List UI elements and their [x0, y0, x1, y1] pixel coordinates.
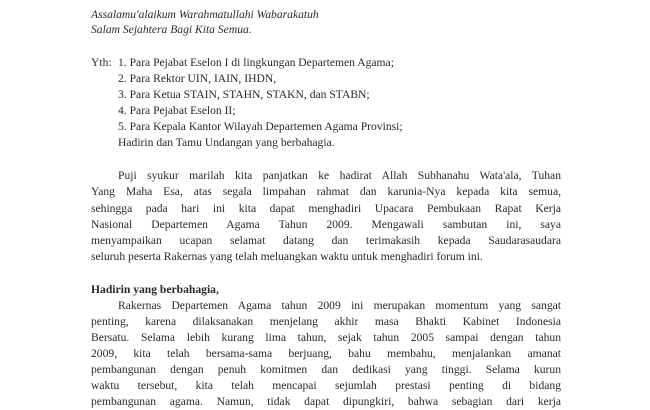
paragraph-1-line: menyampaikan ucapan selamat datang dan terimakasih kepada Saudarasaudara [91, 234, 561, 247]
addressee-item: 3. Para Ketua STAIN, STAHN, STAKN, dan STABN; [118, 88, 370, 101]
paragraph-2-line: waktu tersebut, kita telah mencapai sejumlah prestasi penting di bidang [91, 379, 561, 392]
paragraph-2-line: pembangunan dengan penuh komitmen dan dedikasi yang tinggi. Selama kurun [91, 363, 561, 376]
section-heading: Hadirin yang berbahagia, [91, 283, 219, 296]
paragraph-1-line: sehingga pada hari ini kita dapat menghadiri Upacara Pembukaan Rapat Kerja [91, 202, 561, 215]
addressee-item: 2. Para Rektor UIN, IAIN, IHDN, [118, 72, 277, 85]
paragraph-1-line: seluruh peserta Rakernas yang telah meluangkan waktu untuk menghadiri forum ini. [91, 250, 483, 263]
greeting-line-2: Salam Sejahtera Bagi Kita Semua. [91, 23, 252, 36]
addressee-item: 5. Para Kepala Kantor Wilayah Departemen Agama Provinsi; [118, 120, 403, 133]
paragraph-1-line: Yang Maha Esa, atas segala limpahan rahmat dan karunia-Nya kepada kita semua, [91, 185, 561, 198]
paragraph-2-line: Bersatu. Selama lebih kurang lima tahun, sejak tahun 2005 sampai dengan tahun [91, 331, 561, 344]
addressee-prefix: Yth: [91, 56, 112, 69]
paragraph-1-line: Nasional Departemen Agama Tahun 2009. Mengawali sambutan ini, saya [91, 218, 561, 231]
paragraph-2-line: penting, karena dilaksanakan menjelang akhir masa Bhakti Kabinet Indonesia [91, 315, 561, 328]
paragraph-1-line: Puji syukur marilah kita panjatkan ke hadirat Allah Subhanahu Wata'ala, Tuhan [118, 169, 561, 182]
paragraph-2-line: pembangunan agama. Namun, tidak dapat dipungkiri, bahwa sebagian dari kerja [91, 395, 561, 408]
paragraph-2-line: 2009, kita telah bersama-sama berjuang, bahu membahu, menjalankan amanat [91, 347, 561, 360]
addressee-closing: Hadirin dan Tamu Undangan yang berbahagia. [118, 136, 335, 149]
greeting-line-1: Assalamu'alaikum Warahmatullahi Wabarakatuh [91, 8, 319, 21]
paragraph-2-line: Rakernas Departemen Agama tahun 2009 ini merupakan momentum yang sangat [118, 299, 561, 312]
addressee-item: 4. Para Pejabat Eselon II; [118, 104, 236, 117]
addressee-item: 1. Para Pejabat Eselon I di lingkungan Departemen Agama; [118, 56, 394, 69]
